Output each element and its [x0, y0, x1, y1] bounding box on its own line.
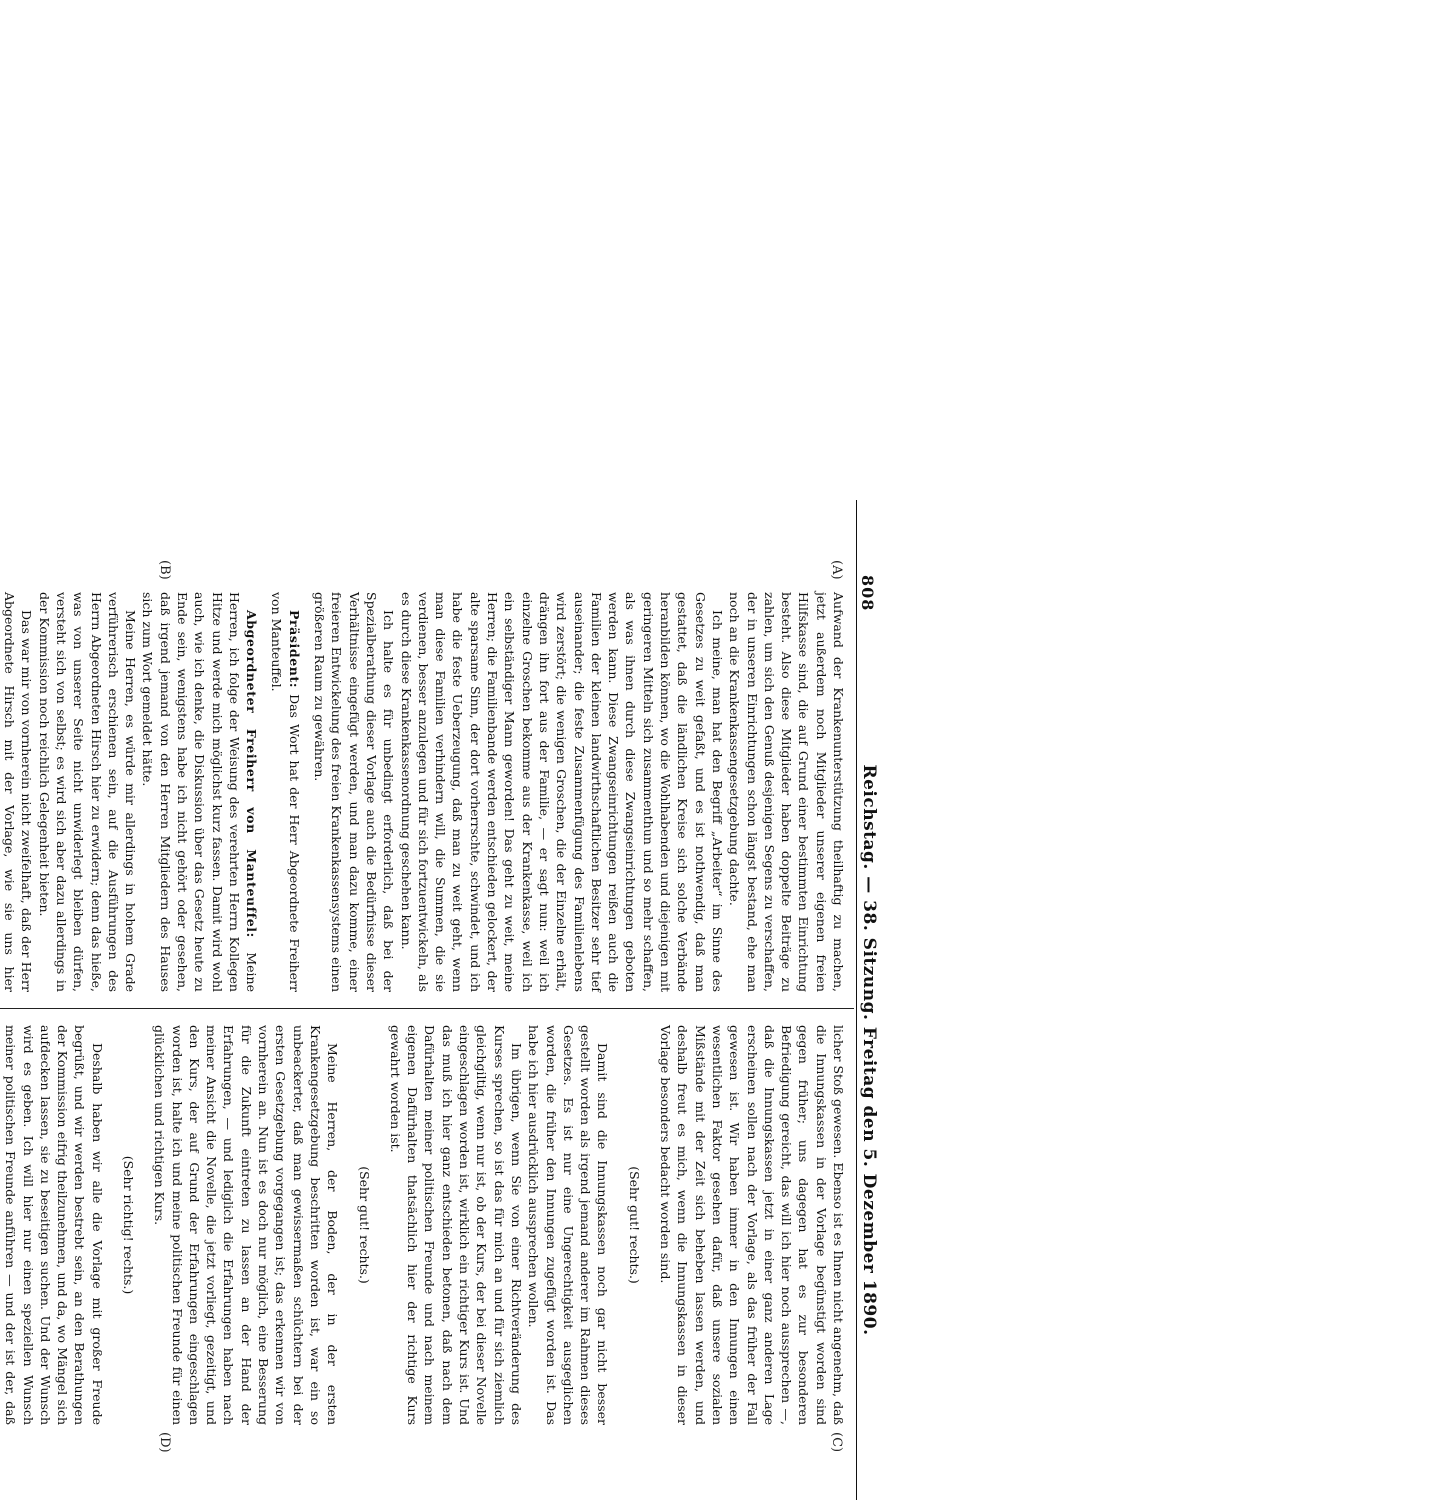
paragraph: Im übrigen, wenn Sie von einer Richtveränderung des Kurses sprechen, so ist das für mich an und für sich ziemlich gleichgiltig, wenn nur ist, ob der Kurs, der bei dieser Novelle eingeschlagen worden ist, wirklich ein richtiger Kurs ist. Und das muß ich hier ganz entschieden betonen, daß nach dem Dafürhalten meiner politischen Freunde und nach meinem eigenen Dafürhalten thatsächlich hier der richtige Kurs gewahrt worden ist.: [387, 1025, 524, 1425]
paragraph: Deshalb haben wir alle die Vorlage mit großer Freude begrüßt, und wir werden bestrebt sein, an den Berathungen der Kommission eifrig theilzunehmen, und da, wo Mängel sich aufdecken lassen, sie zu beseitigen suchen. Und der Wunsch wird es geben. Ich will hier nur einen speziellen Wunsch meiner politischen Freunde anführen — und der ist der, daß: [3, 1025, 105, 1425]
paragraph: Meine Herren, es würde mir allerdings in hohem Grade verführerisch erschienen sein, auf die Ausführungen des Herrn Abgeordneten Hirsch hier zu erwidern; denn das hieße, was von unserer Seite nicht unwiderlegt bleiben dürfen, versteht sich von selbst; es wird sich aber dazu allerdings in der Kommission noch reichlich Gelegenheit bieten.: [36, 592, 139, 992]
margin-mark-c: (C): [829, 1432, 844, 1453]
paragraph: Ich meine, man hat den Begriff „Arbeiter“ im Sinne des Gesetzes zu weit gefaßt, und es ist nothwendig, daß man gestattet, daß die ländlichen Kreise sich solche Verbände heranbilden können, wo die Wohlhabenden und diejenigen mit geringeren Mitteln sich zusammenthun und so mehr schaffen, als was ihnen durch diese Zwangseinrichtungen geboten werden kann. Diese Zwangseinrichtungen reißen auch die Familien der kleinen landwirthschaftlichen Besitzer sehr tief auseinander; die feste Zusammenfügung des Familienlebens wird zerstört; die wenigen Groschen, die der Einzelne erhält, drängen ihn fort aus der Familie, — er sagt nun: weil ich einzelne Groschen bekomme aus der Krankenkasse, weil ich ein selbständiger Mann geworden! Das geht zu weit, meine Herren; die Familienbande werden entschieden gelockert, der alte sparsame Sinn, der dort vorherrschte, schwindet, und ich habe die feste Ueberzeugung, daß man zu weit geht, wenn man diese Familien verhindern will, die Summen, die sie verdienen, besser anzulegen und für sich fortzuentwickeln, als es durch diese Krankenkassenordnung geschehen kann.: [398, 592, 725, 992]
left-column: [0, 592, 847, 992]
paragraph-text: Das Wort hat der Herr Abgeordnete Freiherr von Manteuffel.: [269, 592, 302, 992]
page-title: Reichstag. — 38. Sitzung. Freitag den 5. Dezember 1890.: [859, 764, 879, 1336]
paragraph: Meine Herren, der Boden, der in der ersten Krankengesetzgebung beschritten worden ist, war ein so unbeackerter, daß man gewissermaßen schüchtern bei der ersten Gesetzgebung vorgegangen ist; das erkennen wir von vornherein an. Nun ist es doch nur möglich, eine Besserung für die Zukunft eintreten zu lassen an der Hand der Erfahrungen, — und lediglich die Erfahrungen haben nach meiner Ansicht die Novelle, die jetzt vorliegt, gezeitigt, und den Kurs, der auf Grund der Erfahrungen eingeschlagen worden ist, halte ich und meine politischen Freunde für einen glücklichen und richtigen Kurs.: [152, 1025, 341, 1425]
interjection: (Sehr gut! rechts.): [356, 1166, 372, 1284]
speaker-label: Präsident:: [286, 610, 302, 689]
page-number: 808: [858, 575, 877, 612]
interjection: (Sehr richtig! rechts.): [121, 1155, 137, 1295]
paragraph: Das war mir von vornherein nicht zweifelhaft, daß der Herr Abgeordnete Hirsch mit der Vorlage, wie sie uns hier: [2, 592, 35, 992]
rotated-page: [0, 500, 932, 1500]
right-column: [0, 1025, 847, 1425]
margin-mark-a: (A): [829, 560, 844, 580]
margin-mark-d: (D): [157, 1432, 172, 1453]
running-header: [856, 500, 887, 1500]
speech-paragraph: [139, 592, 260, 992]
interjection: (Sehr gut! rechts.): [626, 1166, 642, 1284]
paragraph: licher Stoß gewesen. Ebenso ist es Ihnen nicht angenehm, daß die Innungskassen in der Vorlage begünstigt worden sind gegen früher; uns dagegen hat es zur besonderen Befriedigung gereicht, das will ich hier noch aussprechen —, daß die Innungskassen jetzt in einer ganz anderen Lage erscheinen sollen nach der Vorlage, als das früher der Fall gewesen ist. Wir haben immer in den Innungen einen wesentlichen Faktor gesehen dafür, daß unsere sozialen Mißstände mit der Zeit sich beheben lassen werden, und deshalb freut es mich, wenn die Innungskassen in dieser Vorlage besonders bedacht worden sind.: [658, 1025, 846, 1425]
speaker-label: Abgeordneter Freiherr von Manteuffel:: [244, 610, 260, 938]
column-divider: [0, 1008, 854, 1009]
paragraph: Damit sind die Innungskassen noch gar nicht besser gestellt worden als irgend jemand anderer im Rahmen dieses Gesetzes. Es ist nur eine Ungerechtigkeit ausgeglichen worden, die früher den Innungen zugefügt worden ist. Das habe ich hier ausdrücklich aussprechen wollen.: [526, 1025, 611, 1425]
paragraph: Ich halte es für unbedingt erforderlich, daß bei der Spezialberathung dieser Vorlage auch die Bedürfnisse dieser Verhältnisse eingefügt werden, und man dazu komme, einer freieren Entwickelung des freien Krankenkassensystems einen größeren Raum zu gewähren.: [312, 592, 397, 992]
president-paragraph: [268, 592, 303, 992]
paragraph: Aufwand der Krankenunterstützung theilhaftig zu machen, jetzt außerdem noch Mitglieder unserer eigenen freien Hilfskasse sind, die auf Grund einer bestimmten Einrichtung besteht. Also diese Mitglieder haben doppelte Beiträge zu zahlen, um sich den Genuß desjenigen Segens zu verschaffen, der in unseren Einrichtungen schon längst bestand, ehe man noch an die Krankenkassengesetzgebung dachte.: [727, 592, 846, 992]
margin-mark-b: (B): [157, 560, 172, 580]
paragraph-text: Meine Herren, ich folge der Weisung des verehrten Herrn Kollegen Hitze und werde mich möglichst kurz fassen. Damit wird wohl auch, wie ich denke, die Diskussion über das Gesetz heute zu Ende sein, wenigstens habe ich nicht gehört oder gesehen, daß irgend jemand von den Herren Mitgliedern des Hauses sich zum Wort gemeldet hätte.: [140, 592, 260, 992]
